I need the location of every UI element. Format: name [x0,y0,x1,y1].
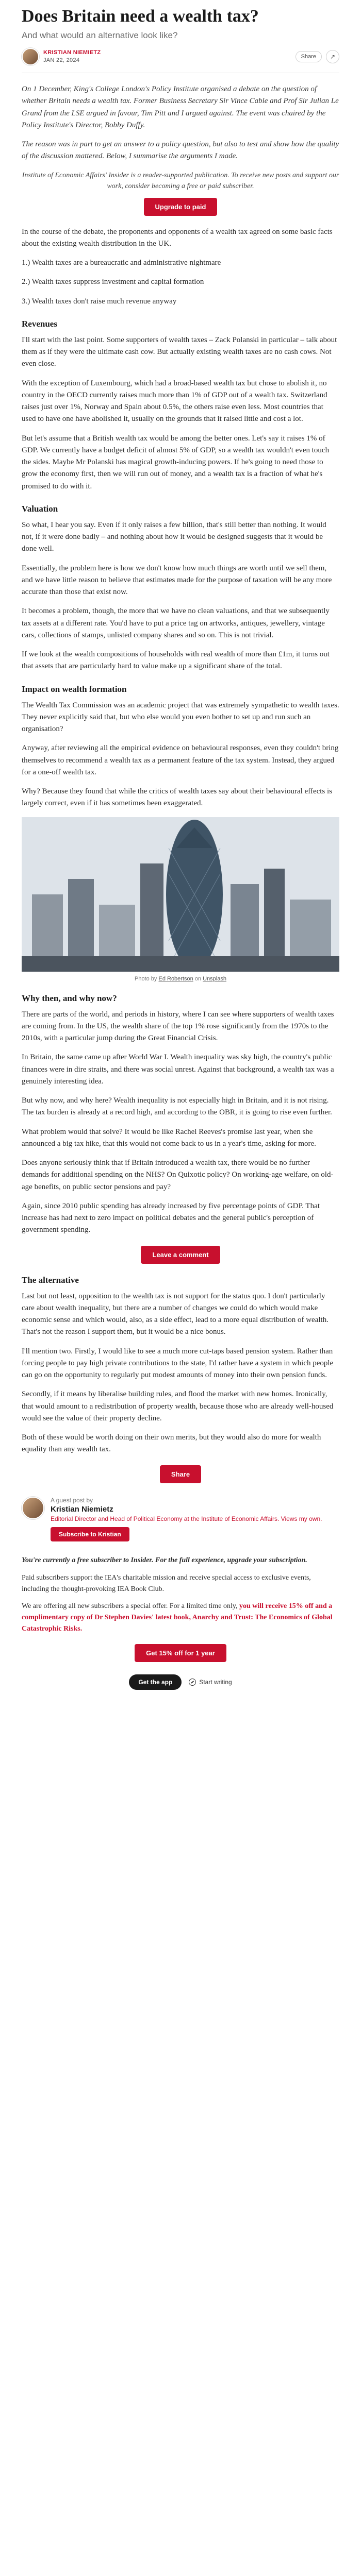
footer-offer-highlight: you will receive 15% off and a complimentary copy of Dr Stephen Davies' latest book, Anarchy and Trust: The Economics of Global Catastrophic Risks. [22,1602,333,1633]
section-heading: Why then, and why now? [22,993,117,1003]
paragraph: Both of these would be worth doing on their own merits, but they would also do more for wealth equality than any wealth tax. [22,1433,321,1454]
caption-site-link[interactable]: Unsplash [203,975,226,982]
start-writing-label: Start writing [199,1678,232,1686]
paragraph: What problem would that solve? It would be like Rachel Reeves's promise last year, when she announced a big tax hike, that this would not come back to us in a year's time, asking for more. [22,1127,316,1148]
paragraph: If we look at the wealth compositions of households with real wealth of more than £1m, it turns out that assets that are particularly hard to value make up a significant share of the total. [22,650,330,671]
guest-author-card [22,1497,339,1542]
paragraph: With the exception of Luxembourg, which had a broad-based wealth tax but chose to abolish it, no country in the OECD currently raises much more than 1% of GDP out of a wealth tax. Switzerland raises just over 1%, Norway and Spain about 0.5%, the others raise even less. Most countries that used to have one have abolished it, usually on the grounds that it raised little and cost a lot. [22,379,327,423]
byline [22,48,101,65]
upgrade-to-paid-button[interactable]: Upgrade to paid [144,198,218,216]
guest-author-role: Editorial Director and Head of Political Economy at the Institute of Economic Affairs. Views my own. [51,1515,322,1522]
guest-author-avatar[interactable] [22,1497,44,1519]
guest-post-label: A guest post by [51,1496,93,1504]
comment-button-row [22,1246,339,1264]
list-item: 1.) Wealth taxes are a bureaucratic and administrative nightmare [22,259,221,267]
author-block [43,49,101,64]
share-icon[interactable]: ↗ [326,50,339,63]
city-skyline-image[interactable] [22,817,339,972]
body-top [22,226,339,308]
section-alternative [22,1275,339,1456]
list-item: 3.) Wealth taxes don't raise much revenue anyway [22,297,177,306]
section-heading: Valuation [22,503,58,514]
footer-offer-prefix: We are offering all new subscribers a special offer. For a limited time only, [22,1602,238,1611]
image-caption [22,976,339,982]
paragraph: Secondly, if it means by liberalise building rules, and flood the market with new homes. Ironically, that would amount to a redistribution of property wealth, because those who are already well-housed would see the value of their property decline. [22,1390,334,1422]
paragraph: Again, since 2010 public spending has already increased by five percentage points of GDP. That increase has had next to zero impact on political debates and the general public's perception of government spending. [22,1201,320,1234]
page [0,6,361,1705]
subscribe-text: Institute of Economic Affairs' Insider is a reader-supported publication. To receive new posts and support our work, consider becoming a free or paid subscriber. [22,171,339,190]
paragraph: In Britain, the same came up after World War I. Wealth inequality was sky high, the country's public finances were in dire straits, and there was social unrest. Against that background, a wealth tax was a genuinely interesting idea. [22,1053,334,1086]
article-date: JAN 22, 2024 [43,57,80,64]
author-name[interactable]: KRISTIAN NIEMIETZ [43,49,101,56]
paragraph: Why? Because they found that while the critics of wealth taxes say about their behavioural effects is largely correct, even if it has sometimes been exaggerated. [22,787,333,808]
paragraph: Does anyone seriously think that if Britain introduced a wealth tax, there would be no further demands for additional spending on the NHS? On Quixotic policy? On working-age welfare, on old-age benefits, on public sector pensions and pay? [22,1159,334,1191]
paragraph: The Wealth Tax Commission was an academic project that was extremely sympathetic to wealth taxes. They never explicitly said that, but who else would you even bother to set up and run such an organisation? [22,701,339,734]
section-heading: The alternative [22,1275,79,1285]
meta-actions [296,50,339,63]
app-bar [22,1674,339,1690]
section-heading: Impact on wealth formation [22,684,127,694]
paragraph: But let's assume that a British wealth tax would be among the better ones. Let's say it raises 1% of GDP. We currently have a budget deficit of almost 5% of GDP, so a wealth tax wouldn't even touch the sides. Maybe Mr Polanski has magical growth-inducing powers. If he's going to need those to grow the economy first, then we will run out of money, and a wealth tax is a fraction of what he's promised to do with it. [22,434,330,490]
intro-paragraph: The reason was in part to get an answer to a policy question, but also to test and show how the quality of the discussion mattered. Below, I summarise the arguments I made. [22,140,339,161]
discount-upgrade-button[interactable]: Get 15% off for 1 year [135,1644,226,1662]
share-button[interactable]: Share [160,1465,201,1483]
author-avatar[interactable] [22,48,39,65]
paragraph: There are parts of the world, and periods in history, where I can see where supporters of wealth taxes are coming from. In the US, the wealth share of the top 1% rose significantly from the 1970s to the 2010s, with a particular jump during the Great Financial Crisis. [22,1010,334,1043]
section-impact [22,684,339,810]
section-why-now [22,993,339,1236]
paragraph: I'll start with the last point. Some supporters of wealth taxes – Zack Polanski in particular – talk about them as if they were the ultimate cash cow. But actually existing wealth taxes are no cash cows. Not even close. [22,335,337,368]
list-item: 2.) Wealth taxes suppress investment and capital formation [22,278,204,286]
section-heading: Revenues [22,318,57,329]
caption-on: on [194,975,202,982]
caption-author-link[interactable]: Ed Robertson [158,975,193,982]
footer-line-1: You're currently a free subscriber to Insider. For the full experience, upgrade your subscription. [22,1556,307,1565]
paragraph: I'll mention two. Firstly, I would like to see a much more cut-taps based pension system. Rather than forcing people to pay high private contributions to the state, I'd rather have a system in which people can go on the opportunity to regularly put modest amounts of money into their own pension funds. [22,1347,334,1380]
intro-paragraph: On 1 December, King's College London's Policy Institute organised a debate on the question of whether Britain needs a wealth tax. Former Business Secretary Sir Vince Cable and Prof Sir Julian Le Grand from the LSE argued in favour, Tim Pitt and I argued against. The event was chaired by the Policy Institute's Director, Bobby Duffy. [22,85,339,129]
subscribe-box [22,170,339,216]
get-app-button[interactable]: Get the app [129,1674,182,1690]
caption-prefix: Photo by [135,975,157,982]
share-button-row [22,1465,339,1483]
footer-note [22,1555,339,1662]
section-valuation [22,504,339,673]
article-column [22,6,339,1690]
paragraph: So what, I hear you say. Even if it only raises a few billion, that's still better than nothing. It would not, if it were done badly – and nothing about how it would be designed suggests that it would be done well. [22,520,326,553]
skyline-illustration [22,817,339,972]
paragraph: But why now, and why here? Wealth inequality is not especially high in Britain, and it is not rising. The tax burden is already at a record high, and according to the OBR, it is going to rise even further. [22,1096,332,1117]
intro [22,83,339,163]
paragraph: In the course of the debate, the proponents and opponents of a wealth tax agreed on some basic facts about the existing wealth distribution in the UK. [22,227,333,248]
footer-line-2: Paid subscribers support the IEA's charitable mission and receive special access to exclusive events, including the thought-provoking IEA Book Club. [22,1574,311,1593]
footer-line-3 [22,1601,339,1634]
subscribe-author-button[interactable]: Subscribe to Kristian [51,1527,129,1541]
paragraph: It becomes a problem, though, the more that we have no clean valuations, and that we subsequently tax assets at a different rate. You'd have to put a price tag on artworks, antiques, jewellery, vintage cars, collections of stamps, unlisted company shares and so on. This is not trivial. [22,607,330,639]
paragraph: Essentially, the problem here is how we don't know how much things are worth until we sell them, and we have little reason to believe that estimates made for the purpose of taxation will be any more accurate than those that exist now. [22,564,332,597]
guest-author-info [51,1497,322,1542]
paragraph: Last but not least, opposition to the wealth tax is not support for the status quo. I don't particularly care about wealth inequality, but there are a number of changes we could do which would make economic sense and which would, also, as a side effect, lead to a more equal distribution of wealth. That's not the reason I support them, but it would be a nice bonus. [22,1292,329,1336]
share-pill-button[interactable]: Share [296,51,322,62]
article-title: Does Britain need a wealth tax? [22,7,259,26]
paragraph: Anyway, after reviewing all the empirical evidence on behavioural responses, even they couldn't bring themselves to recommend a wealth tax as a permanent feature of the tax system. Instead, they argued for a one-off wealth tax. [22,744,339,776]
leave-comment-button[interactable]: Leave a comment [141,1246,220,1264]
upgrade-row [22,1644,339,1662]
section-revenues [22,319,339,493]
guest-author-name[interactable]: Kristian Niemietz [51,1504,113,1514]
start-writing-link[interactable] [189,1679,232,1686]
pen-icon [189,1679,196,1686]
article-meta [22,48,339,73]
article-subtitle: And what would an alternative look like? [22,30,178,41]
